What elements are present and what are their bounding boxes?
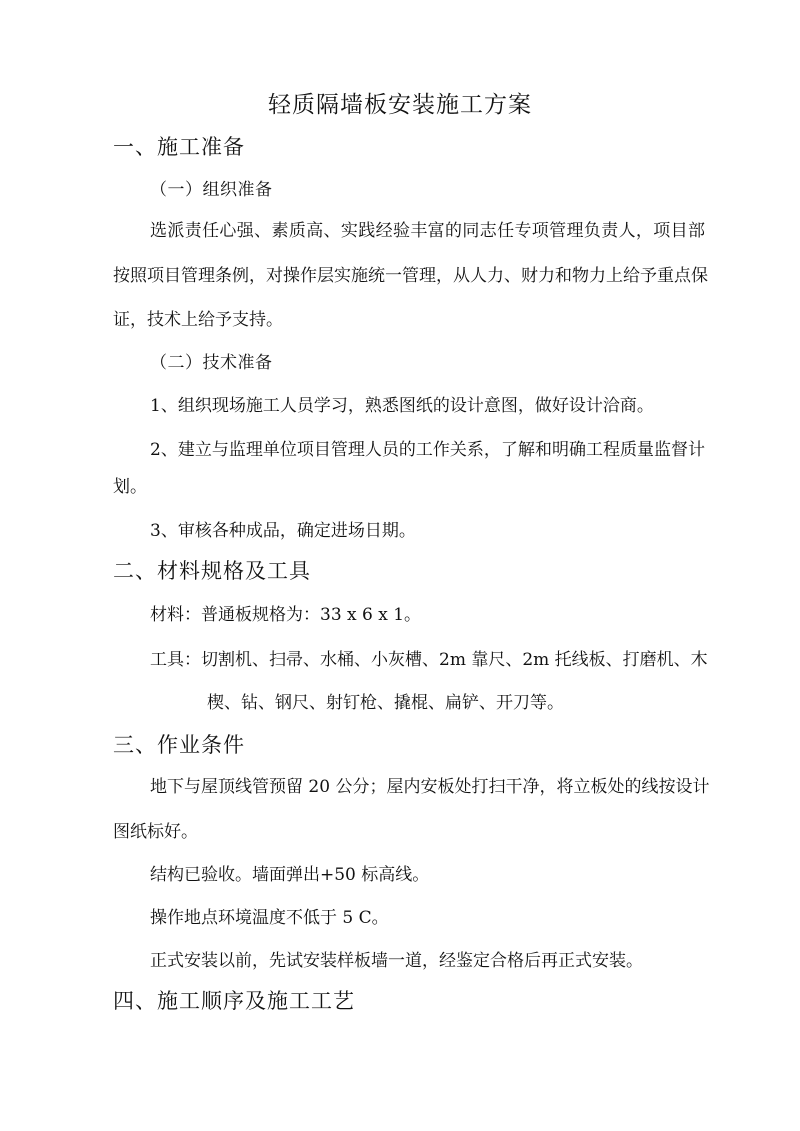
paragraph-line: 证，技术上给予支持。 [113, 310, 283, 330]
tools-line: 工具：切割机、扫帚、水桶、小灰槽、2m 靠尺、2m 托线板、打磨机、木 [150, 650, 708, 670]
paragraph-line: 选派责任心强、素质高、实践经验丰富的同志任专项管理负责人，项目部 [150, 221, 705, 241]
condition-line-continuation: 图纸标好。 [113, 822, 198, 842]
condition-line: 结构已验收。墙面弹出+50 标高线。 [150, 865, 430, 885]
subsection-heading-organization: （一）组织准备 [150, 180, 273, 200]
condition-line: 操作地点环境温度不低于 5 C。 [150, 908, 389, 928]
section-heading-4: 四、施工顺序及施工工艺 [113, 989, 355, 1013]
list-item: 3、审核各种成品，确定进场日期。 [150, 521, 416, 541]
materials-line: 材料：普通板规格为：33 x 6 x 1。 [150, 605, 422, 625]
subsection-heading-technical: （二）技术准备 [150, 353, 273, 373]
document-title: 轻质隔墙板安装施工方案 [268, 92, 532, 118]
section-heading-2: 二、材料规格及工具 [113, 559, 311, 583]
tools-line-continuation: 楔、钻、钢尺、射钉枪、撬棍、扁铲、开刀等。 [207, 693, 564, 713]
list-item: 1、组织现场施工人员学习，熟悉图纸的设计意图，做好设计洽商。 [150, 396, 654, 416]
list-item-continuation: 划。 [113, 477, 147, 497]
condition-line: 正式安装以前，先试安装样板墙一道，经鉴定合格后再正式安装。 [150, 951, 643, 971]
condition-line: 地下与屋顶线管预留 20 公分；屋内安板处打扫干净，将立板处的线按设计 [150, 777, 710, 797]
list-item: 2、建立与监理单位项目管理人员的工作关系，了解和明确工程质量监督计 [150, 440, 705, 460]
section-heading-3: 三、作业条件 [113, 733, 245, 757]
paragraph-line: 按照项目管理条例，对操作层实施统一管理，从人力、财力和物力上给予重点保 [113, 266, 708, 286]
section-heading-1: 一、施工准备 [113, 135, 245, 159]
